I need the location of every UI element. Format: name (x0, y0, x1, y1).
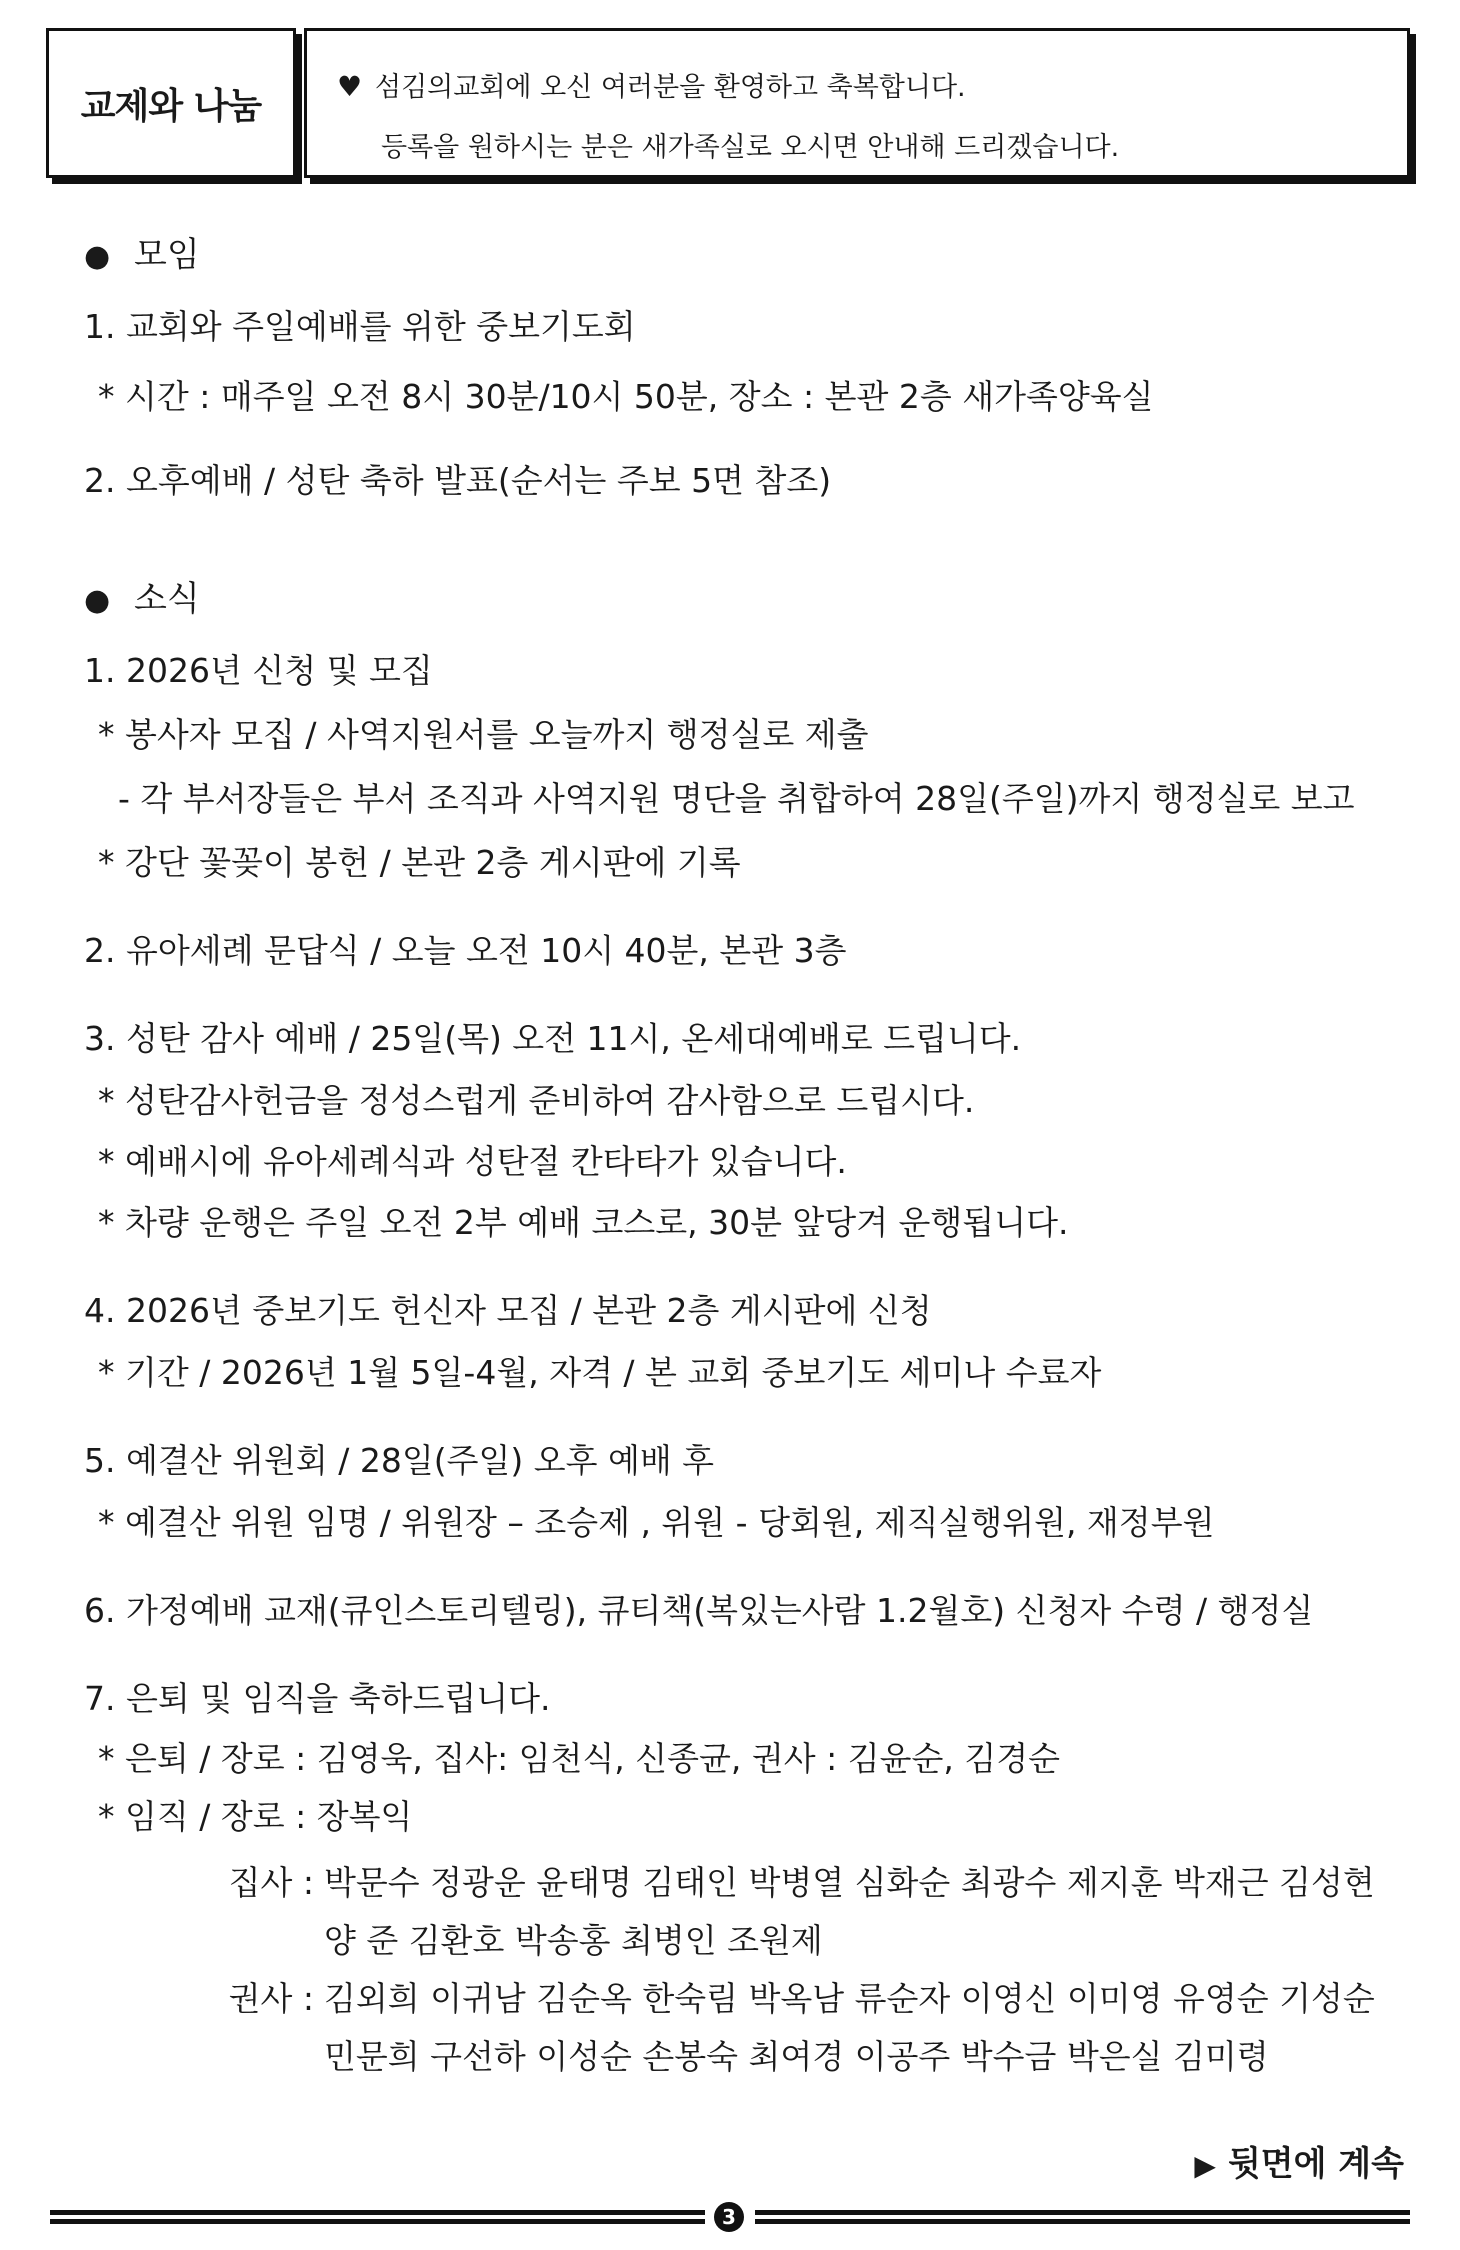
header (46, 28, 1416, 186)
gwonsa-names (324, 1970, 1375, 2086)
jipsa-names-line-1: 박문수 정광운 윤태명 김태인 박병열 심화순 최광수 제지훈 박재근 김성현 (324, 1863, 1375, 1902)
sosik-item-6: 6. 가정예배 교재(큐인스토리텔링), 큐티책(복있는사람 1.2월호) 신청자 수령 / 행정실 (84, 1591, 1314, 1630)
moim-item-1-detail: * 시간 : 매주일 오전 8시 30분/10시 50분, 장소 : 본관 2층 새가족양육실 (98, 377, 1154, 416)
moim-heading (84, 230, 1384, 302)
sosik-item-1-subdetail: - 각 부서장들은 부서 조직과 사역지원 명단을 취합하여 28일(주일)까지 행정실로 보고 (118, 779, 1355, 818)
jipsa-label: 집사 : (228, 1863, 314, 1902)
sosik-item-5: 5. 예결산 위원회 / 28일(주일) 오후 예배 후 (84, 1441, 715, 1480)
page-footer (50, 2202, 1410, 2232)
moim-heading-text: 모임 (134, 235, 200, 275)
sosik-item-3-detail-3: * 차량 운행은 주일 오전 2부 예배 코스로, 30분 앞당겨 운행됩니다. (98, 1203, 1069, 1242)
continued-notice (1194, 2136, 1404, 2185)
announcements (84, 230, 1384, 2086)
sosik-heading (84, 574, 1384, 646)
sosik-item-4: 4. 2026년 중보기도 헌신자 모집 / 본관 2층 게시판에 신청 (84, 1291, 932, 1330)
play-triangle-icon: ▶ (1194, 2149, 1216, 2182)
sosik-item-1-detail-2: * 강단 꽃꽂이 봉헌 / 본관 2층 게시판에 기록 (98, 843, 741, 882)
sosik-item-2: 2. 유아세례 문답식 / 오늘 오전 10시 40분, 본관 3층 (84, 931, 847, 970)
section-title-box (46, 28, 296, 178)
continued-text: 뒷면에 계속 (1227, 2144, 1404, 2184)
welcome-line-2: 등록을 원하시는 분은 새가족실로 오시면 안내해 드리겠습니다. (381, 132, 1120, 163)
sosik-item-7: 7. 은퇴 및 임직을 축하드립니다. (84, 1679, 551, 1718)
sosik-item-3: 3. 성탄 감사 예배 / 25일(목) 오전 11시, 온세대예배로 드립니다. (84, 1019, 1022, 1058)
gwonsa-names-line-1: 김외희 이귀남 김순옥 한숙림 박옥남 류순자 이영신 이미영 유영순 기성순 (324, 1979, 1375, 2018)
gwonsa-label: 권사 : (228, 1979, 314, 2018)
section-title: 교제와 나눔 (80, 85, 262, 127)
jipsa-names (324, 1854, 1375, 1970)
sosik-item-1-detail: * 봉사자 모집 / 사역지원서를 오늘까지 행정실로 제출 (98, 715, 869, 754)
sosik-item-7-ordain: * 임직 / 장로 : 장복익 (98, 1797, 413, 1836)
sosik-item-7-retire: * 은퇴 / 장로 : 김영욱, 집사: 임천식, 신종균, 권사 : 김윤순, 김경순 (98, 1739, 1061, 1778)
moim-item-1: 1. 교회와 주일예배를 위한 중보기도회 (84, 307, 636, 346)
bullet-icon: ● (84, 583, 111, 618)
heart-icon: ♥ (337, 70, 363, 103)
jipsa-names-line-2: 양 준 김환호 박송홍 최병인 조원제 (324, 1921, 823, 1960)
sosik-item-3-detail-2: * 예배시에 유아세례식과 성탄절 칸타타가 있습니다. (98, 1142, 847, 1181)
moim-item-2: 2. 오후예배 / 성탄 축하 발표(순서는 주보 5면 참조) (84, 461, 832, 500)
sosik-heading-text: 소식 (134, 579, 200, 619)
jipsa-list (84, 1854, 1384, 1970)
welcome-box (304, 28, 1410, 178)
sosik-item-1: 1. 2026년 신청 및 모집 (84, 651, 433, 690)
welcome-line-1 (337, 57, 1407, 118)
sosik-item-4-detail: * 기간 / 2026년 1월 5일-4월, 자격 / 본 교회 중보기도 세미나 수료자 (98, 1353, 1102, 1392)
welcome-text-1: 섬김의교회에 오신 여러분을 환영하고 축복합니다. (375, 72, 966, 103)
page-number: 3 (714, 2202, 744, 2232)
sosik-item-5-detail: * 예결산 위원 임명 / 위원장 – 조승제 , 위원 - 당회원, 제직실행위원, 재정부원 (98, 1503, 1215, 1542)
sosik-item-3-detail-1: * 성탄감사헌금을 정성스럽게 준비하여 감사함으로 드립시다. (98, 1081, 975, 1120)
footer-rule-left (50, 2210, 705, 2224)
bullet-icon: ● (84, 239, 111, 274)
footer-rule-right (755, 2210, 1410, 2224)
gwonsa-list (84, 1970, 1384, 2086)
gwonsa-names-line-2: 민문희 구선하 이성순 손봉숙 최여경 이공주 박수금 박은실 김미령 (324, 2037, 1269, 2076)
